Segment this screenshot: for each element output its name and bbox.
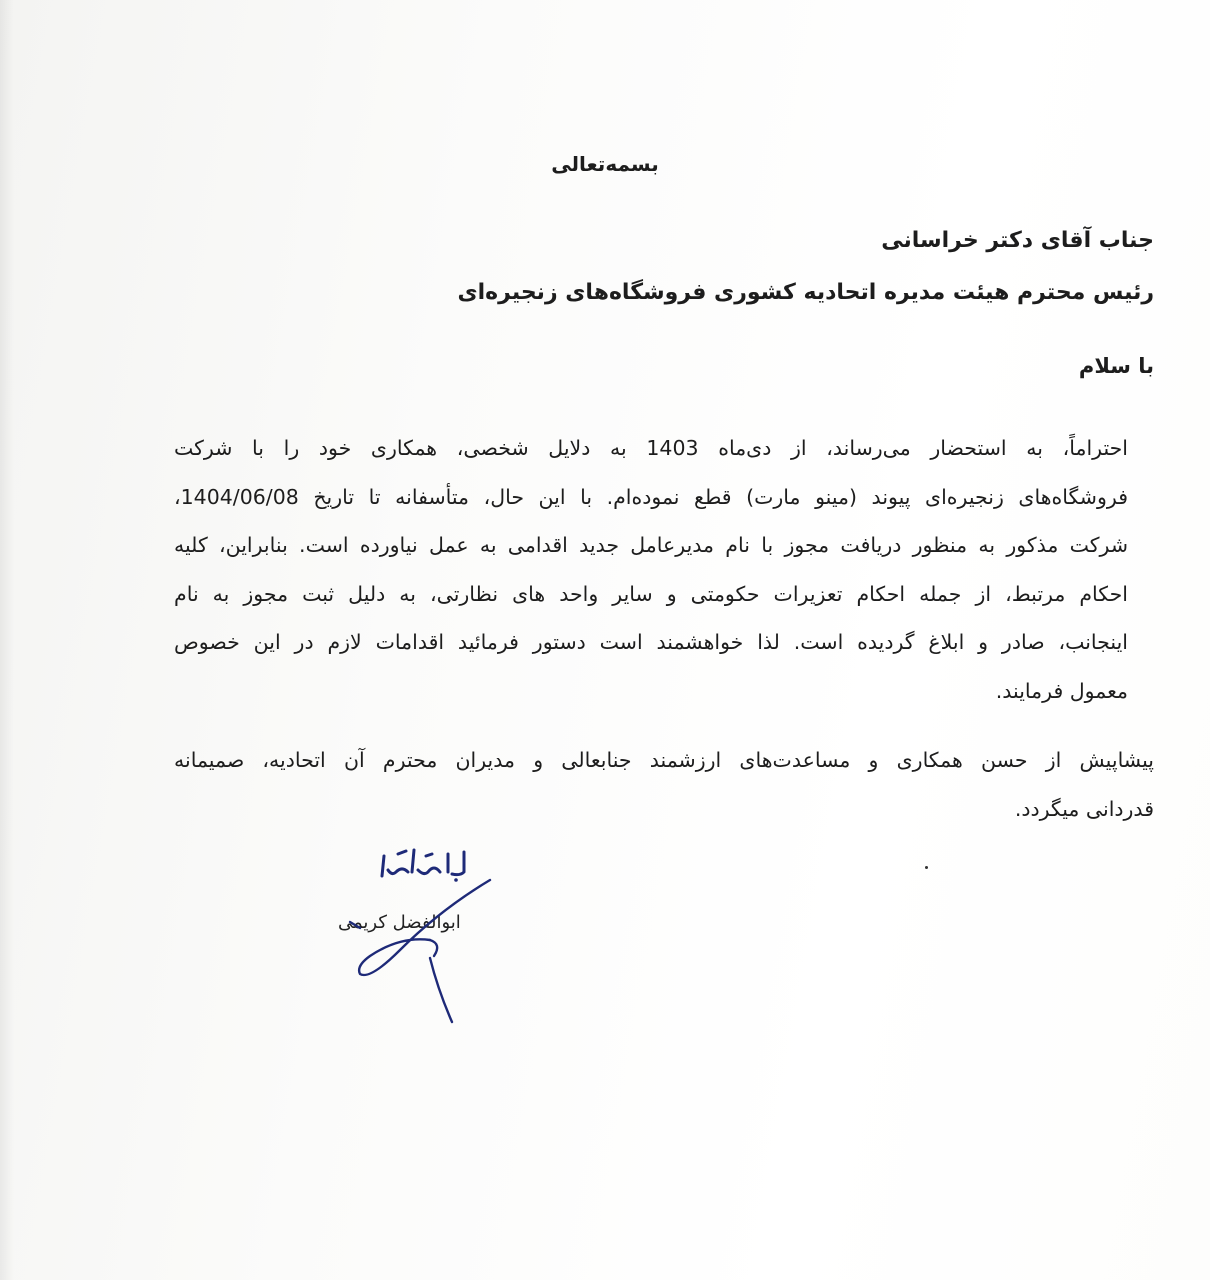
body-line: معمول فرمایند.	[995, 678, 1128, 703]
body-line: فروشگاه‌های زنجیره‌ای پیوند (مینو مارت) قطع نموده‌ام. با این حال، متأسفانه تا تاریخ 1404/06/08،	[174, 484, 1128, 509]
body-line: اینجانب، صادر و ابلاغ گردیده است. لذا خواهشمند است دستور فرمائید اقدامات لازم در این خصوص	[174, 630, 1128, 655]
closing-paragraph	[174, 736, 1154, 833]
body-line: احکام مرتبط، از جمله احکام تعزیرات حکومتی و سایر واحد های نظارتی، به دلیل ثبت مجوز به نام	[174, 581, 1128, 606]
recipient-name: جناب آقای دکتر خراسانی	[881, 228, 1154, 253]
salutation: با سلام	[1078, 354, 1154, 378]
body-paragraph	[174, 424, 1154, 716]
recipient-title: رئیس محترم هیئت مدیره اتحادیه کشوری فروشگاه‌های زنجیره‌ای	[457, 280, 1154, 305]
signature	[330, 870, 510, 1040]
body-line: شرکت مذکور به منظور دریافت مجوز با نام مدیرعامل جدید اقدامی به عمل نیاورده است. بنابراین، کلیه	[174, 533, 1128, 558]
body-line: احتراماً، به استحضار می‌رساند، از دی‌ماه 1403 به دلایل شخصی، همکاری خود را با شرکت	[174, 436, 1128, 460]
stray-mark	[925, 866, 928, 869]
closing-line: قدردانی میگردد.	[1014, 796, 1154, 821]
closing-line: پیشاپیش از حسن همکاری و مساعدت‌های ارزشمند جنابعالی و مدیران محترم آن اتحادیه، صمیمانه	[174, 748, 1154, 772]
letter-heading: بسمه‌تعالی	[551, 152, 659, 176]
signer-name: ابوالفضل کریمی	[338, 912, 461, 933]
